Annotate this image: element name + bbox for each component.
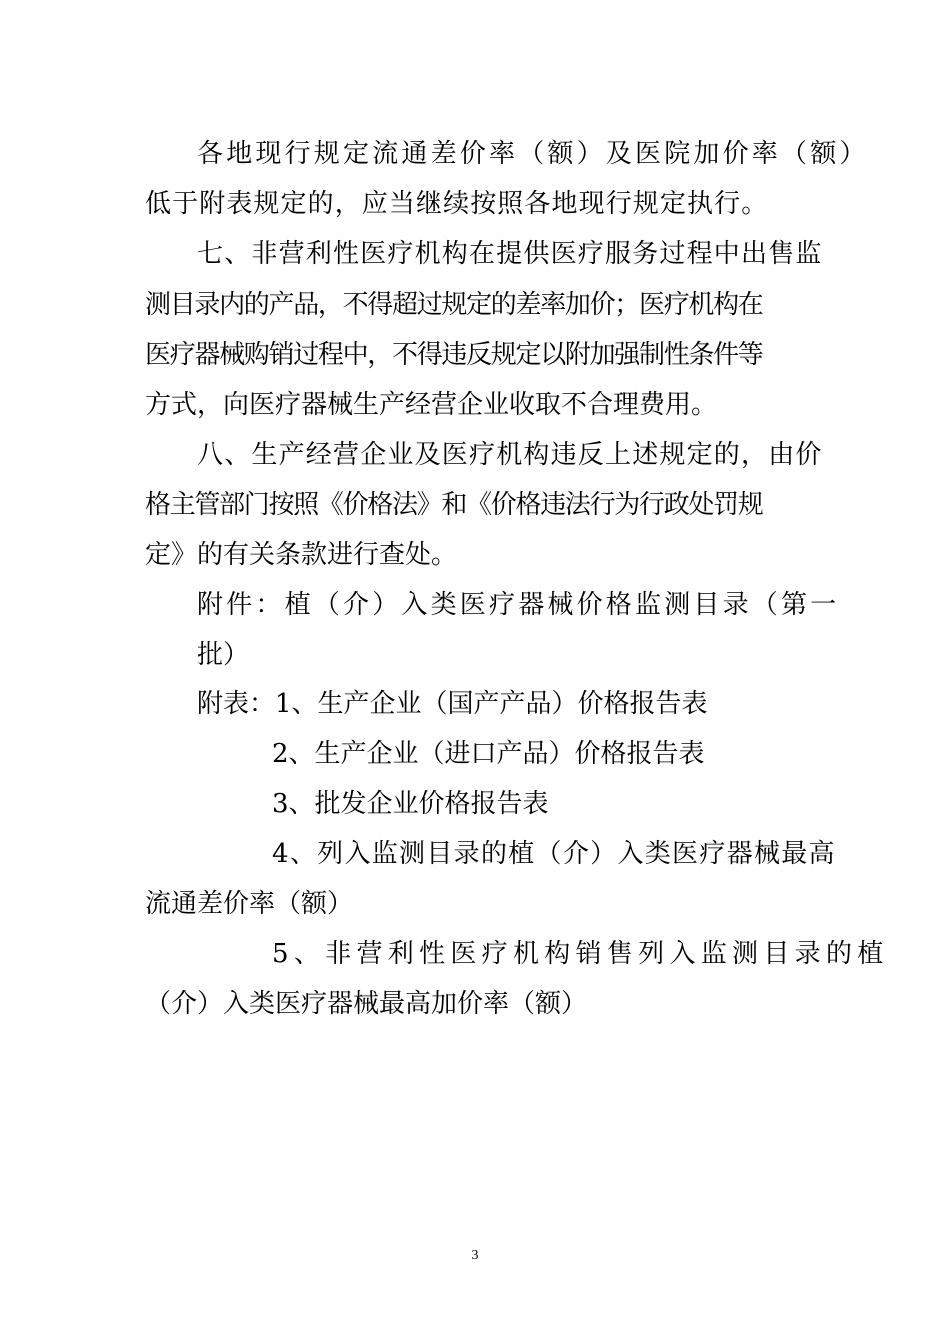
text-line: 各地现行规定流通差价率（额）及医院加价率（额） — [197, 139, 869, 169]
text-line: 测目录内的产品，不得超过规定的差率加价；医疗机构在 — [145, 290, 763, 320]
text-line: 格主管部门按照《价格法》和《价格违法行为行政处罚规 — [145, 490, 763, 520]
text-line: （介）入类医疗器械最高加价率（额） — [145, 989, 588, 1019]
text-line: 定》的有关条款进行查处。 — [145, 540, 458, 570]
text-line: 附件：植（介）入类医疗器械价格监测目录（第一 — [197, 590, 840, 620]
page-number: 3 — [471, 1248, 479, 1263]
text-line: 医疗器械购销过程中，不得违反规定以附加强制性条件等 — [145, 340, 763, 370]
text-line: 方式，向医疗器械生产经营企业收取不合理费用。 — [145, 390, 718, 420]
text-line: 2、生产企业（进口产品）价格报告表 — [272, 739, 705, 769]
text-line: 七、非营利性医疗机构在提供医疗服务过程中出售监 — [197, 239, 823, 269]
text-line: 批） — [197, 640, 250, 670]
text-line: 5、非营利性医疗机构销售列入监测目录的植 — [272, 939, 889, 969]
text-line: 八、生产经营企业及医疗机构违反上述规定的，由价 — [197, 440, 823, 470]
text-line: 流通差价率（额） — [145, 889, 354, 919]
text-line: 4、列入监测目录的植（介）入类医疗器械最高 — [272, 839, 836, 869]
text-line: 低于附表规定的，应当继续按照各地现行规定执行。 — [145, 189, 769, 219]
text-line: 3、批发企业价格报告表 — [272, 789, 549, 819]
text-line: 附表：1、生产企业（国产产品）价格报告表 — [197, 689, 708, 719]
